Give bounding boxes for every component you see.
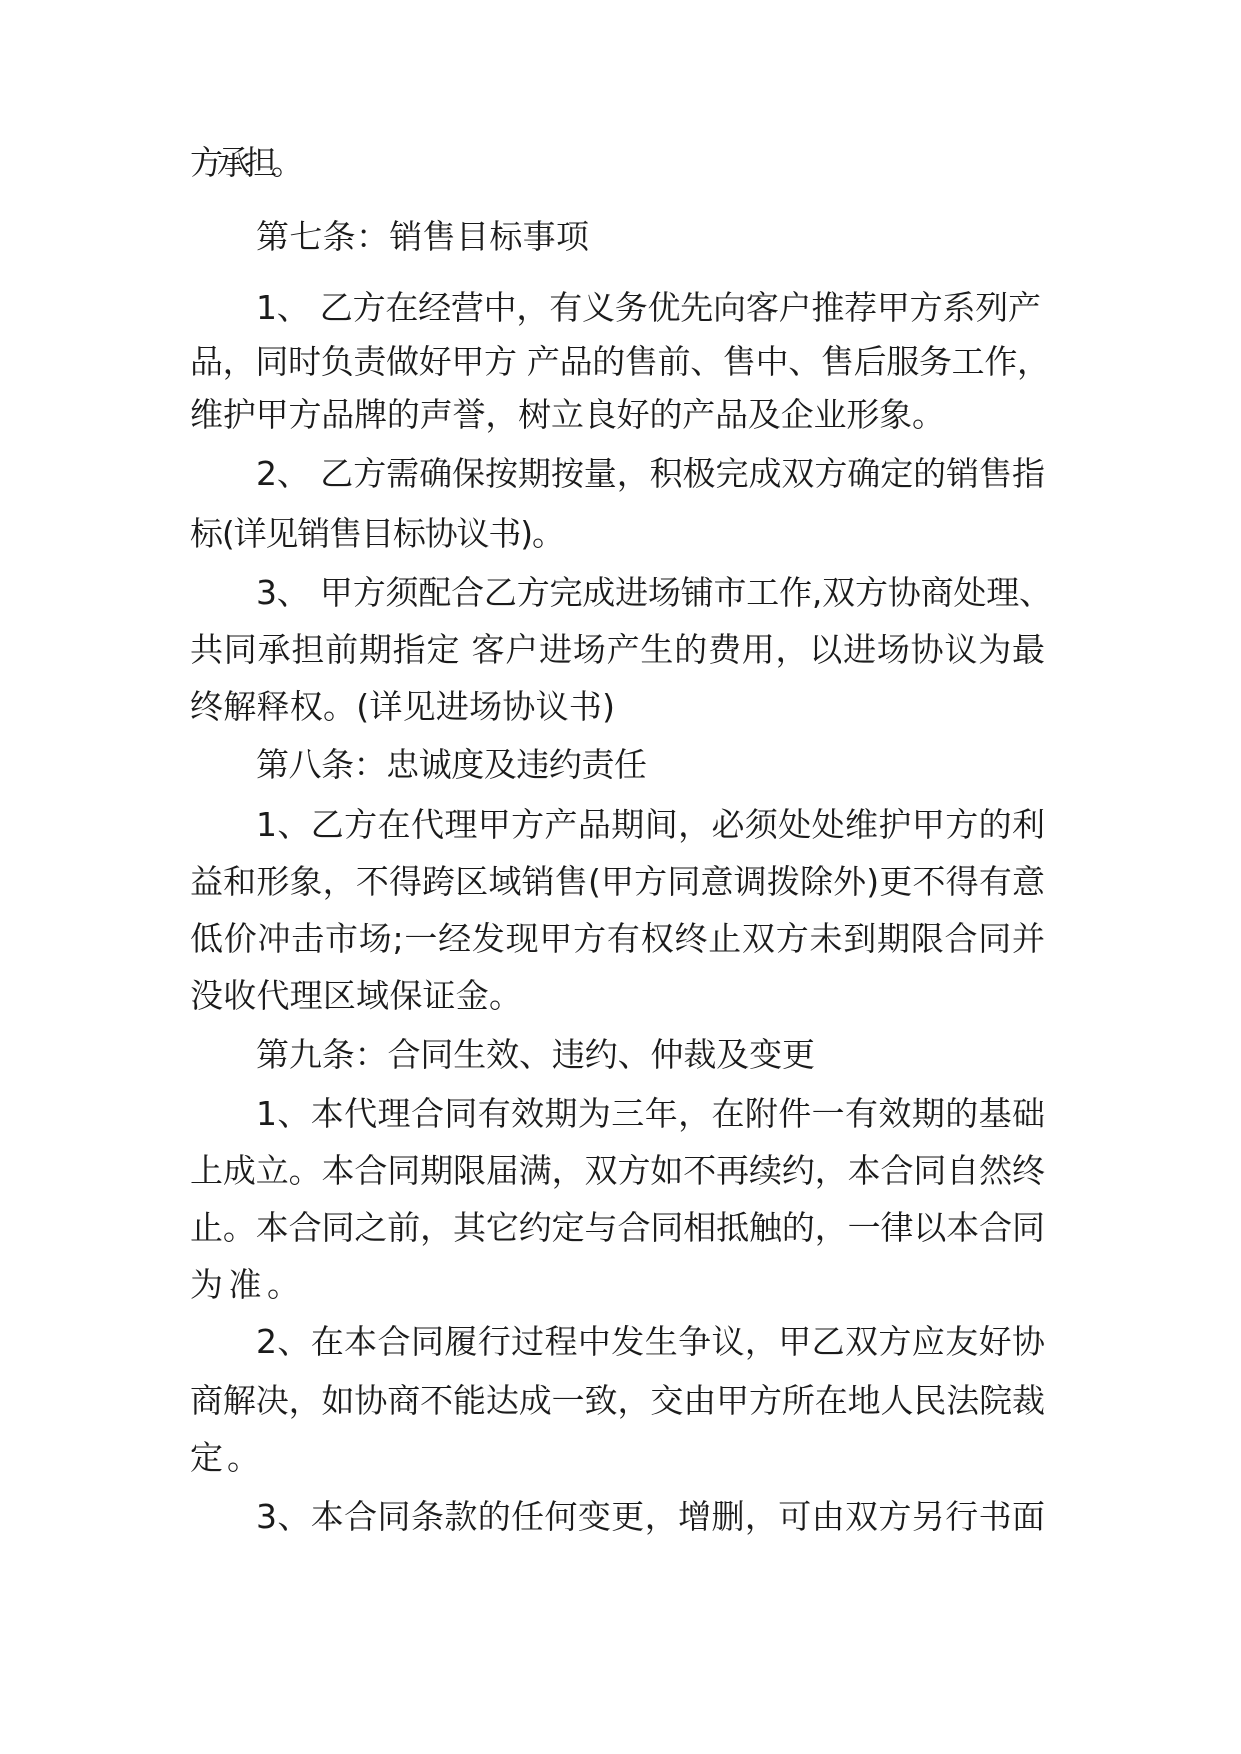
line-text: 方承担。 bbox=[190, 143, 298, 182]
line-text: 低价冲击市场;一经发现甲方有权终止双方未到期限合同并 bbox=[190, 919, 1046, 958]
line-text: 商解决，如协商不能达成一致，交由甲方所在地人民法院裁 bbox=[190, 1381, 1045, 1420]
text-line bbox=[256, 1322, 1045, 1362]
text-line bbox=[190, 630, 1045, 670]
line-text: 1、 乙方在经营中，有义务优先向客户推荐甲方系列产 bbox=[256, 288, 1041, 327]
text-line bbox=[190, 1438, 264, 1478]
line-text: 益和形象，不得跨区域销售(甲方同意调拨除外)更不得有意 bbox=[190, 862, 1046, 901]
line-text: 终解释权。(详见进场协议书) bbox=[190, 687, 616, 726]
line-text: 3、本合同条款的任何变更，增删，可由双方另行书面 bbox=[256, 1497, 1046, 1536]
article-heading bbox=[256, 745, 647, 785]
line-text: 止。本合同之前，其它约定与合同相抵触的，一律以本合同 bbox=[190, 1208, 1045, 1247]
line-text: 维护甲方品牌的声誉，树立良好的产品及企业形象。 bbox=[190, 395, 945, 434]
line-text: 1、乙方在代理甲方产品期间，必须处处维护甲方的利 bbox=[256, 805, 1046, 844]
text-line bbox=[190, 143, 301, 183]
line-text: 3、 甲方须配合乙方完成进场铺市工作,双方协商处理、 bbox=[256, 573, 1052, 612]
text-line bbox=[190, 976, 522, 1016]
line-text: 品，同时负责做好甲方 产品的售前、售中、售后服务工作， bbox=[190, 342, 1050, 381]
text-line bbox=[256, 805, 1045, 845]
text-line bbox=[190, 514, 565, 554]
line-text: 第七条：销售目标事项 bbox=[256, 217, 590, 256]
text-line bbox=[256, 1094, 1045, 1134]
text-line bbox=[256, 1497, 1045, 1537]
line-text: 共同承担前期指定 客户进场产生的费用，以进场协议为最 bbox=[190, 630, 1046, 669]
text-line bbox=[190, 395, 945, 435]
text-line bbox=[256, 454, 1045, 494]
article-heading bbox=[256, 1035, 815, 1075]
line-text: 为准。 bbox=[190, 1265, 306, 1304]
text-line bbox=[190, 687, 615, 727]
line-text: 2、 乙方需确保按期按量，积极完成双方确定的销售指 bbox=[256, 454, 1045, 493]
article-heading bbox=[256, 217, 589, 257]
line-text: 没收代理区域保证金。 bbox=[190, 976, 523, 1015]
text-line bbox=[190, 862, 1045, 902]
line-text: 1、本代理合同有效期为三年，在附件一有效期的基础 bbox=[256, 1094, 1046, 1133]
text-line bbox=[190, 1151, 1045, 1191]
line-text: 第八条：忠诚度及违约责任 bbox=[256, 745, 647, 784]
text-line bbox=[190, 1381, 1045, 1421]
line-text: 标(详见销售目标协议书)。 bbox=[190, 514, 564, 553]
line-text: 第九条：合同生效、违约、仲裁及变更 bbox=[256, 1035, 815, 1074]
text-line bbox=[256, 573, 1052, 613]
text-line bbox=[190, 342, 1050, 382]
text-line bbox=[190, 1208, 1045, 1248]
text-line bbox=[190, 1265, 306, 1305]
line-text: 上成立。本合同期限届满，双方如不再续约，本合同自然终 bbox=[190, 1151, 1045, 1190]
text-line bbox=[256, 288, 1041, 328]
line-text: 定。 bbox=[190, 1438, 264, 1477]
line-text: 2、在本合同履行过程中发生争议，甲乙双方应友好协 bbox=[256, 1322, 1046, 1361]
text-line bbox=[190, 919, 1045, 959]
